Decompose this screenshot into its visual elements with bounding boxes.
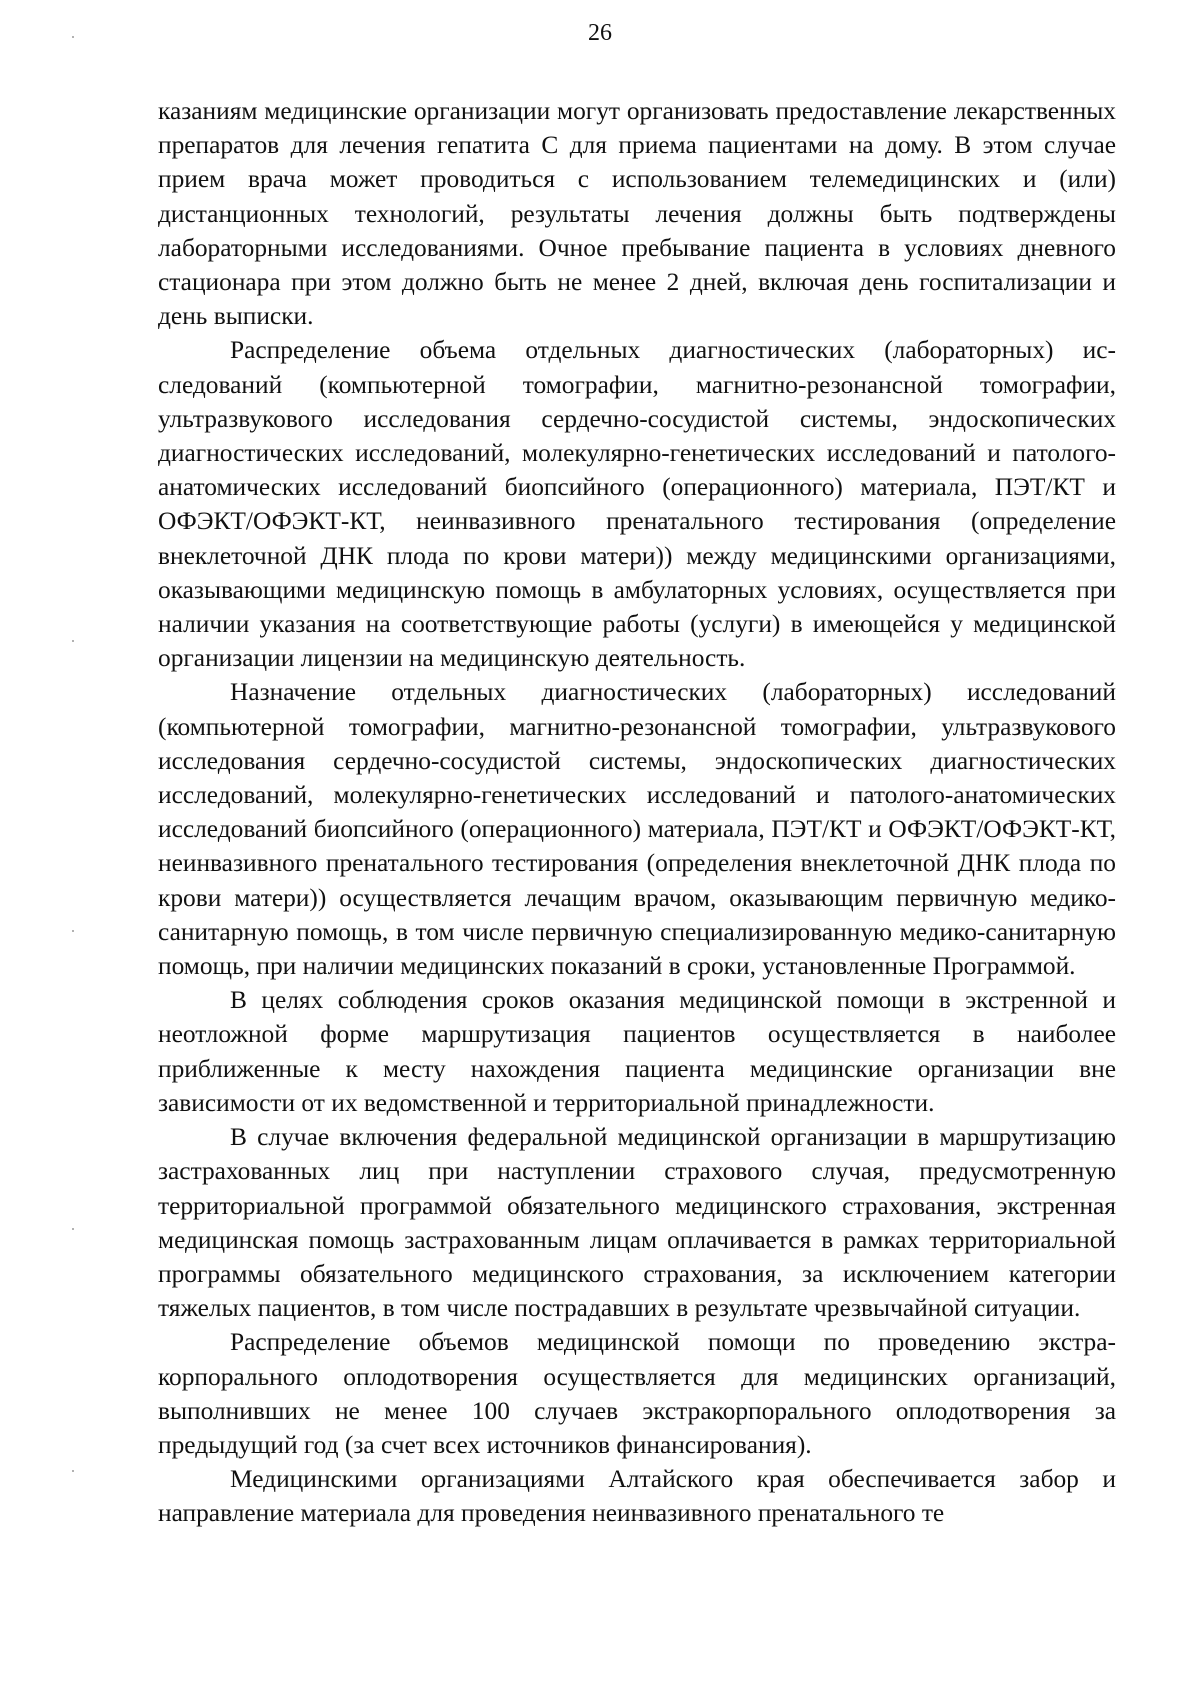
- paragraph-continuation: казаниям медицинские организации могут организовать предоставление лекарственных препаратов для лечения гепатита С для приема пациентами на дому. В этом случае прием врача может проводиться с использованием телемедицинских и (или) дистанционных технологий, результаты лечения должны быть подтверждены лабораторными исследованиями. Очное пребывание пациента в условиях дневного стационара при этом должно быть не менее 2 дней, включая день госпитализации и день выписки.: [158, 97, 1116, 331]
- document-body: [158, 94, 1116, 1531]
- paragraph-prenatal-testing: Медицинскими организациями Алтайского края обеспечивается забор и направление материала для проведения неинвазивного пренатального те: [158, 1465, 1116, 1528]
- paragraph-ivf-distribution: Распределение объемов медицинской помощи по проведению экстракорпорального оплодотворения осуществляется для медицинских организаций, выполнивших не менее 100 случаев экстракорпорального оплодотворения за предыдущий год (за счет всех источников финансирования).: [158, 1328, 1116, 1459]
- page-number: 26: [588, 20, 612, 46]
- scan-mark: [72, 36, 74, 38]
- scan-mark: [72, 1228, 74, 1230]
- paragraph-diagnostic-assignment: Назначение отдельных диагностических (лабораторных) исследований (компьютерной томографии, магнитно-резонансной томографии, ультразвукового исследования сердечно-сосудистой системы, эндоскопических диагностических исследований, молекулярно-генетических исследований и патолого-анатомических исследований биопсийного (операционного) материала, ПЭТ/КТ и ОФЭКТ/ОФЭКТ-КТ, неинвазивного пренатального тестирования (определения внеклеточной ДНК плода по крови матери)) осуществляется лечащим врачом, оказывающим первичную медико-санитарную помощь, в том числе первичную специализированную медико-санитарную помощь, при наличии медицинских показаний в сроки, установленные Программой.: [158, 678, 1116, 981]
- paragraph-emergency-routing: В целях соблюдения сроков оказания медицинской помощи в экстренной и неотложной форме маршрутизация пациентов осуществляется в наиболее приближенные к месту нахождения пациента медицинские организации вне зависимости от их ведомственной и территориальной принадлежности.: [158, 986, 1116, 1117]
- paragraph-diagnostic-volume-distribution: Распределение объема отдельных диагностических (лабораторных) исследований (компьютерной томографии, магнитно-резонансной томографии, ультразвукового исследования сердечно-сосудистой системы, эндоскопических диагностических исследований, молекулярно-генетических исследований и патолого-анатомических исследований биопсийного (операционного) материала, ПЭТ/КТ и ОФЭКТ/ОФЭКТ-КТ, неинвазивного пренатального тестирования (определение внеклеточной ДНК плода по крови матери)) между медицинскими организациями, оказывающими медицинскую помощь в амбулаторных условиях, осуществляется при наличии указания на соответствующие работы (услуги) в имеющейся у медицинской организации лицензии на медицинскую деятельность.: [158, 336, 1116, 673]
- scan-mark: [72, 640, 74, 642]
- paragraph-federal-organization: В случае включения федеральной медицинской организации в маршрутизацию застрахованных лиц при наступлении страхового случая, предусмотренную территориальной программой обязательного медицинского страхования, экстренная медицинская помощь застрахованным лицам оплачивается в рамках территориальной программы обязательного медицинского страхования, за исключением категории тяжелых пациентов, в том числе пострадавших в результате чрезвычайной ситуации.: [158, 1123, 1116, 1323]
- scan-mark: [72, 1470, 74, 1472]
- scan-mark: [72, 930, 74, 932]
